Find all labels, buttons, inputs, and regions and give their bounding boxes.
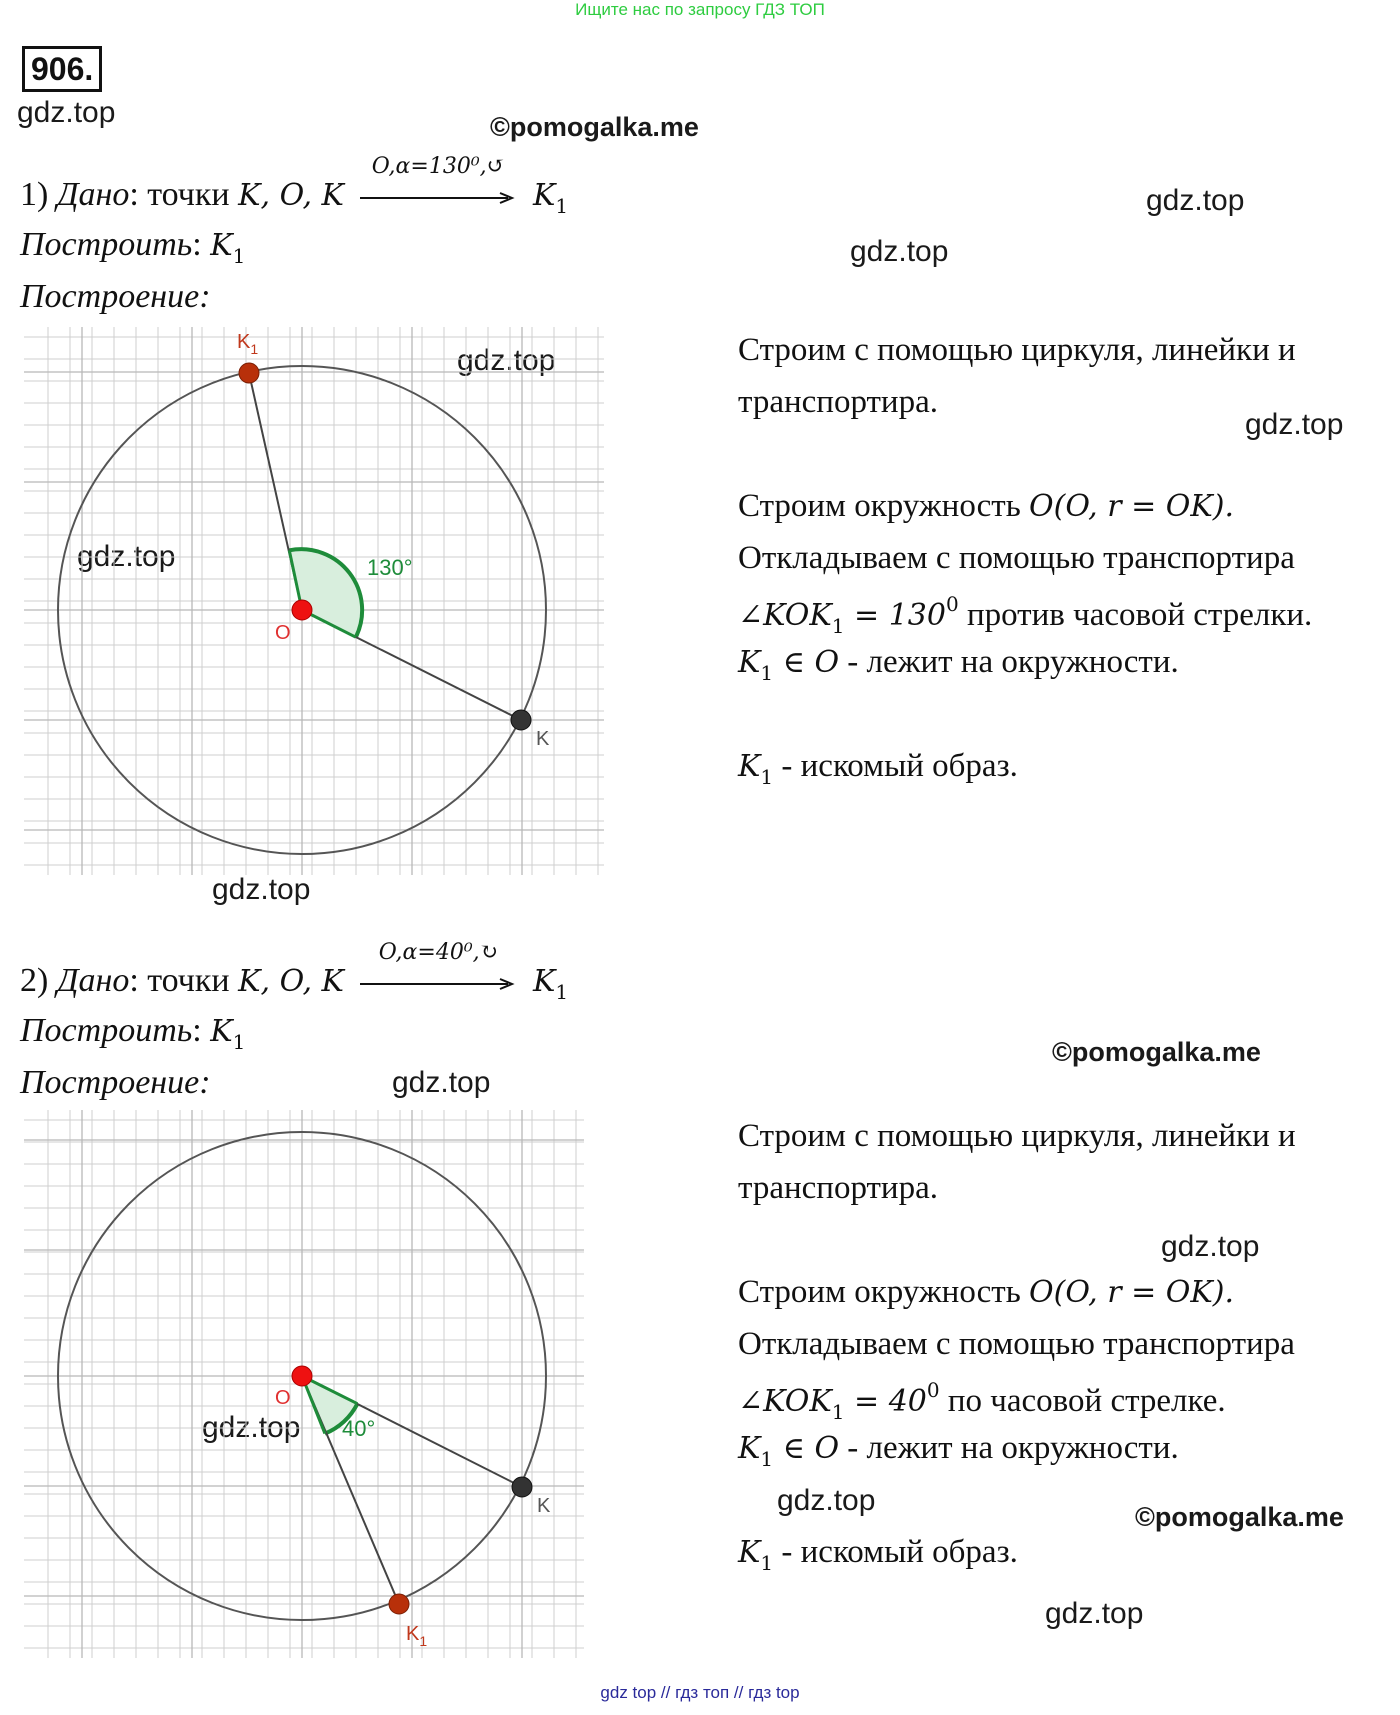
watermark-gdz: gdz.top — [1161, 1230, 1260, 1263]
arrow-icon — [358, 192, 518, 204]
text-line: $K_1$ - искомый образ. — [738, 1534, 1018, 1575]
rotation-label: O,α=40⁰,↻ — [378, 940, 499, 966]
given-line-1 — [20, 154, 569, 218]
given-line-2 — [20, 940, 569, 1004]
label-O: O — [275, 1387, 291, 1409]
text-line: $\angle KOK_1 = 40^0$ по часовой стрелке. — [738, 1378, 1226, 1424]
part-number: 2) — [20, 962, 49, 999]
text-line: Строим окружность 𝑂(O, r = OK). — [738, 488, 1235, 524]
build-label: Построить — [20, 226, 193, 263]
watermark-pomogalka: ©pomogalka.me — [490, 112, 699, 142]
point-K — [512, 1477, 532, 1497]
watermark-gdz: gdz.top — [457, 344, 556, 377]
diagram-1 — [24, 327, 604, 875]
watermark-gdz: gdz.top — [77, 540, 176, 573]
text-line: Откладываем с помощью транспортира — [738, 1326, 1295, 1362]
rotation-arrow — [358, 154, 518, 212]
angle-expr: $\angle KOK_1 = 40^0$ — [738, 1378, 940, 1424]
watermark-gdz: gdz.top — [212, 873, 311, 906]
build-line-1: Построить: $K_1$ — [20, 226, 246, 268]
build-line-2: Построить: $K_1$ — [20, 1012, 246, 1054]
point-K1 — [239, 363, 259, 383]
angle-label: 130° — [367, 555, 413, 580]
target-point: $K_1$ — [532, 964, 569, 1004]
top-banner: Ищите нас по запросу ГДЗ ТОП — [575, 0, 825, 19]
angle-sector — [289, 549, 362, 637]
watermark-gdz: gdz.top — [777, 1484, 876, 1517]
watermark-gdz: gdz.top — [202, 1411, 301, 1444]
given-points: K, O, K — [238, 178, 344, 213]
circle-expr: 𝑂(O, r = OK). — [1029, 1275, 1235, 1310]
text-line: Строим с помощью циркуля, линейки и — [738, 332, 1296, 368]
text-line: Откладываем с помощью транспортира — [738, 540, 1295, 576]
construction-label-1: Построение: — [20, 278, 211, 315]
angle-label: 40° — [342, 1416, 376, 1441]
build-target: $K_1$ — [210, 228, 246, 268]
text-line: $K_1$ ∈ 𝑂 - лежит на окружности. — [738, 1430, 1179, 1471]
given-label: Дано — [56, 962, 130, 999]
label-K1: $K_1$ — [406, 1623, 428, 1649]
watermark-gdz: gdz.top — [850, 235, 949, 268]
arrow-icon — [358, 978, 518, 990]
rotation-label: O,α=130⁰,↺ — [371, 154, 506, 180]
text-line: $K_1$ - искомый образ. — [738, 748, 1018, 789]
text-line: Строим с помощью циркуля, линейки и — [738, 1118, 1296, 1154]
point-K1 — [389, 1594, 409, 1614]
label-K1: $K_1$ — [237, 331, 259, 357]
watermark-gdz: gdz.top — [1146, 184, 1245, 217]
text-line: $\angle KOK_1 = 130^0$ против часовой стрелки. — [738, 592, 1313, 638]
diagram-2 — [24, 1110, 584, 1658]
construction-label-2: Построение: — [20, 1064, 211, 1101]
build-label: Построить — [20, 1012, 193, 1049]
watermark-gdz: gdz.top — [392, 1066, 491, 1099]
watermark-pomogalka: ©pomogalka.me — [1135, 1502, 1344, 1532]
point-O — [292, 600, 312, 620]
label-K: K — [537, 1495, 551, 1517]
point-K — [511, 710, 531, 730]
given-points: K, O, K — [238, 964, 344, 999]
point-O — [292, 1366, 312, 1386]
watermark-pomogalka: ©pomogalka.me — [1052, 1037, 1261, 1067]
result-point: $K_1$ — [738, 1535, 774, 1575]
text-line: $K_1$ ∈ 𝑂 - лежит на окружности. — [738, 644, 1179, 685]
label-O: O — [275, 622, 291, 644]
given-label: Дано — [56, 176, 130, 213]
text-line: транспортира. — [738, 1170, 938, 1206]
watermark-gdz: gdz.top — [17, 96, 116, 129]
target-point: $K_1$ — [532, 178, 569, 218]
build-target: $K_1$ — [210, 1014, 246, 1054]
belongs-expr: $K_1$ ∈ 𝑂 — [738, 1431, 840, 1471]
text-line: транспортира. — [738, 384, 938, 420]
given-text: : точки — [129, 176, 230, 213]
belongs-expr: $K_1$ ∈ 𝑂 — [738, 645, 840, 685]
part-number: 1) — [20, 176, 49, 213]
footer: gdz top // гдз топ // гдз top — [600, 1683, 800, 1702]
watermark-gdz: gdz.top — [1245, 408, 1344, 441]
watermark-gdz: gdz.top — [1045, 1597, 1144, 1630]
rotation-arrow — [358, 940, 518, 998]
text-line: Строим окружность 𝑂(O, r = OK). — [738, 1274, 1235, 1310]
problem-number: 906. — [22, 46, 102, 92]
angle-expr: $\angle KOK_1 = 130^0$ — [738, 592, 959, 638]
label-K: K — [536, 728, 550, 750]
given-text: : точки — [129, 962, 230, 999]
result-point: $K_1$ — [738, 749, 774, 789]
circle-expr: 𝑂(O, r = OK). — [1029, 489, 1235, 524]
